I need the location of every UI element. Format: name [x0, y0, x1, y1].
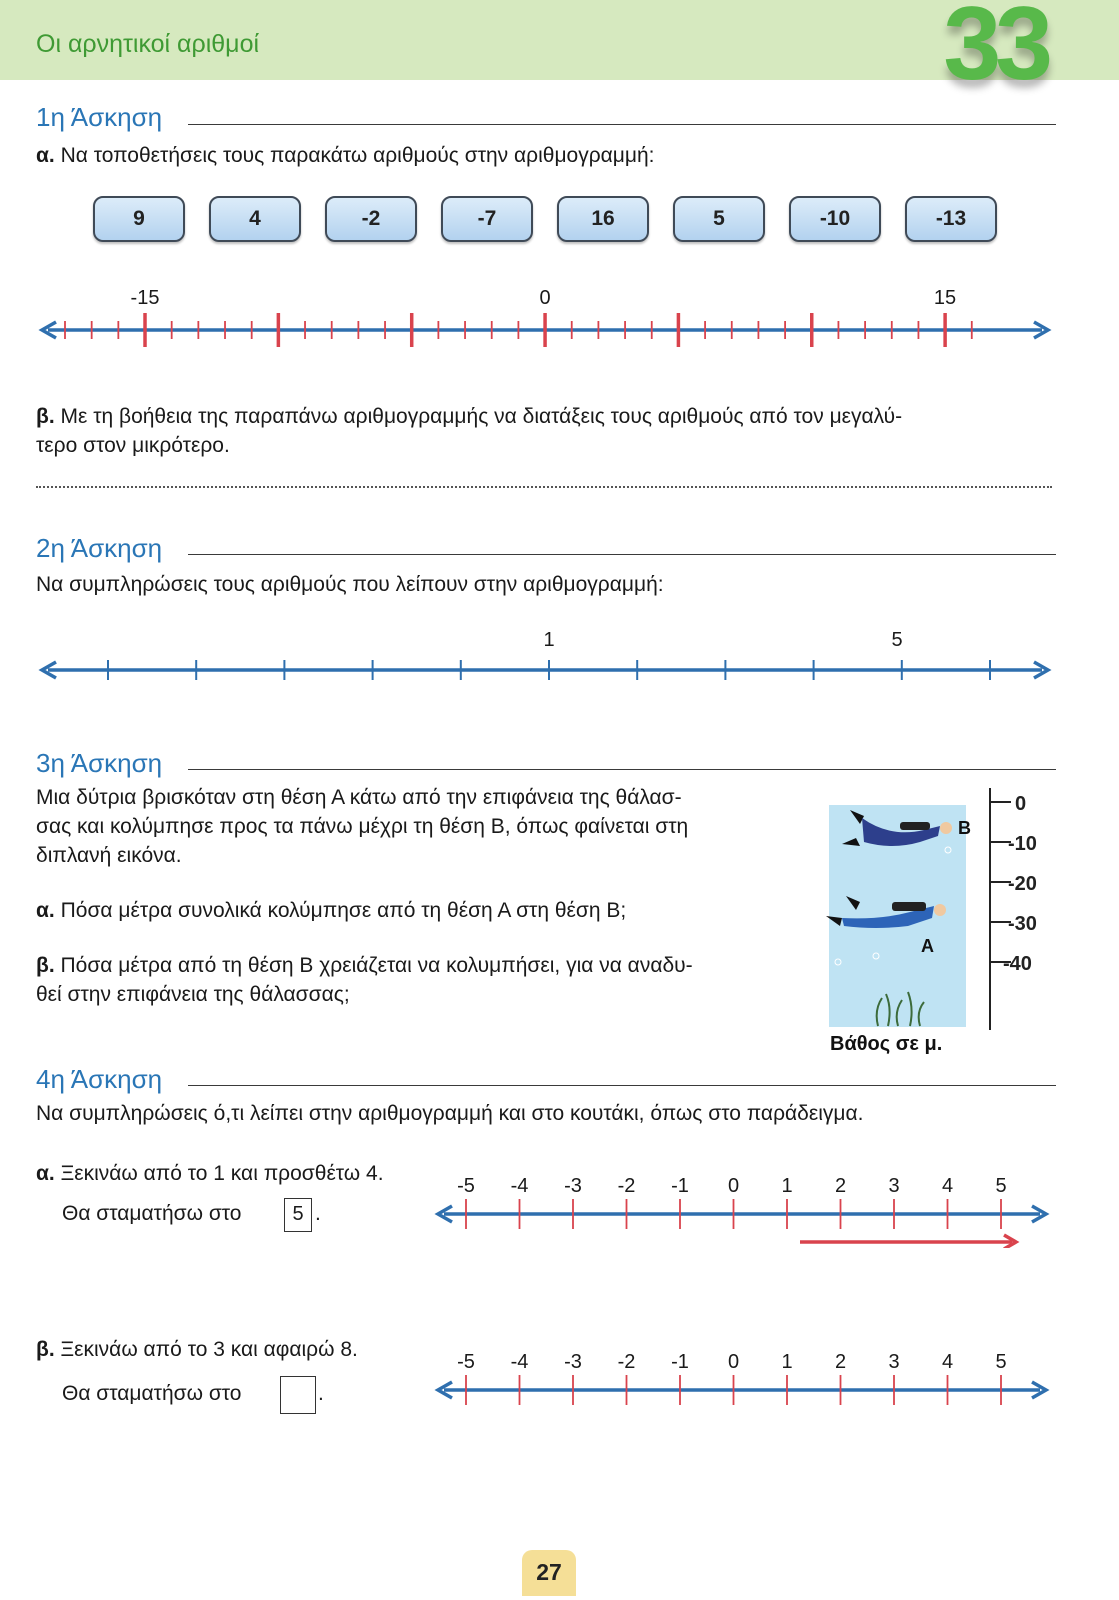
- ex4a-answer-box[interactable]: 5: [284, 1198, 312, 1232]
- depth-caption: Βάθος σε μ.: [830, 1033, 943, 1055]
- tick-label: 3: [888, 1175, 900, 1197]
- tick-label: 1: [781, 1351, 793, 1373]
- ex3-intro-line: σας και κολύμπησε προς τα πάνω μέχρι τη θέση Β, όπως φαίνεται στη: [36, 815, 689, 838]
- ex4a-labels: [457, 1175, 1006, 1197]
- depth-label: -40: [1003, 953, 1032, 975]
- number-card[interactable]: 9: [93, 196, 185, 242]
- ex1-prompt-b-cont: τερο στον μικρότερο.: [36, 434, 230, 457]
- number-card[interactable]: -7: [441, 196, 533, 242]
- tick-label: 5: [995, 1175, 1007, 1197]
- tick-label: 5: [995, 1351, 1007, 1373]
- tick-label: 4: [941, 1175, 954, 1197]
- ex2-heading: 2η Άσκηση: [36, 533, 163, 563]
- point-a-label: A: [921, 936, 934, 956]
- ex4b-labels: [457, 1351, 1006, 1373]
- depth-label: -20: [1008, 873, 1037, 895]
- diver-depth-figure: [820, 780, 1060, 1055]
- tick-label: -5: [457, 1351, 475, 1373]
- ex4b-number-line[interactable]: [430, 1344, 1070, 1414]
- chapter-number: 33: [943, 0, 1047, 102]
- ex3-question-b-cont: θεί στην επιφάνεια της θάλασσας;: [36, 983, 350, 1006]
- number-line-label: -15: [130, 287, 160, 309]
- tick-label: 3: [888, 1351, 900, 1373]
- tick-label: -1: [671, 1351, 689, 1373]
- tick-label: -5: [457, 1175, 475, 1197]
- tick-label: -1: [671, 1175, 689, 1197]
- ex1-prompt-a: α. Να τοποθετήσεις τους παρακάτω αριθμούς στην αριθμογραμμή:: [36, 144, 655, 167]
- tick-label: -3: [564, 1175, 582, 1197]
- ex4a-number-line[interactable]: [430, 1168, 1070, 1248]
- tick-label: -4: [510, 1351, 529, 1373]
- tick-label: 1: [781, 1175, 793, 1197]
- ex3-heading: 3η Άσκηση: [36, 748, 163, 778]
- tick-label: 0: [727, 1175, 740, 1197]
- tick-label: -2: [617, 1351, 636, 1373]
- tick-label: -2: [617, 1175, 636, 1197]
- ex3-question-a: α. Πόσα μέτρα συνολικά κολύμπησε από τη θέση Α στη θέση Β;: [36, 899, 627, 922]
- ex1-heading-rule: [188, 124, 1056, 125]
- number-line-label: 15: [933, 287, 957, 309]
- tick-label: 2: [834, 1175, 847, 1197]
- ex4-heading: 4η Άσκηση: [36, 1064, 163, 1094]
- ex4a-period: .: [315, 1202, 321, 1225]
- ex4b-period: .: [318, 1382, 324, 1405]
- number-line-label: 1: [543, 629, 555, 651]
- tick-label: -4: [510, 1175, 529, 1197]
- depth-label: -10: [1008, 833, 1037, 855]
- depth-label: -30: [1008, 913, 1037, 935]
- ex3-intro-line: Μια δύτρια βρισκόταν στη θέση Α κάτω από την επιφάνεια της θάλασ-: [36, 786, 682, 809]
- tick-label: 0: [727, 1351, 740, 1373]
- tick-label: 2: [834, 1351, 847, 1373]
- ex4-heading-rule: [188, 1085, 1056, 1086]
- point-b-label: B: [958, 818, 971, 838]
- ex2-number-line[interactable]: [0, 622, 1119, 692]
- number-line-label: 0: [539, 287, 551, 309]
- ex2-prompt: Να συμπληρώσεις τους αριθμούς που λείπουν στην αριθμογραμμή:: [36, 573, 664, 596]
- ex3-heading-rule: [188, 769, 1056, 770]
- tick-label: -3: [564, 1351, 582, 1373]
- ex1-number-line[interactable]: [0, 280, 1119, 360]
- ex1-heading: 1η Άσκηση: [36, 102, 163, 132]
- ex4a-stop-text: Θα σταματήσω στο: [62, 1202, 242, 1225]
- ex4b-answer-box[interactable]: [280, 1376, 316, 1414]
- number-card[interactable]: -10: [789, 196, 881, 242]
- number-card[interactable]: 16: [557, 196, 649, 242]
- page-number: 27: [522, 1550, 576, 1596]
- ex4-prompt: Να συμπληρώσεις ό,τι λείπει στην αριθμογραμμή και στο κουτάκι, όπως στο παράδειγμα.: [36, 1102, 864, 1125]
- number-card[interactable]: 4: [209, 196, 301, 242]
- number-line-label: 5: [891, 629, 903, 651]
- ex3-intro-line: διπλανή εικόνα.: [36, 844, 182, 867]
- number-card[interactable]: 5: [673, 196, 765, 242]
- ex1-prompt-b: β. Με τη βοήθεια της παραπάνω αριθμογραμμής να διατάξεις τους αριθμούς από τον μεγαλύ-: [36, 405, 903, 428]
- ex3-question-b: β. Πόσα μέτρα από τη θέση Β χρειάζεται να κολυμπήσει, για να αναδυ-: [36, 954, 693, 977]
- number-card[interactable]: -2: [325, 196, 417, 242]
- ex2-heading-rule: [188, 554, 1056, 555]
- ex4b-stop-text: Θα σταματήσω στο: [62, 1382, 242, 1405]
- tick-label: 4: [941, 1351, 954, 1373]
- depth-label: 0: [1015, 793, 1027, 815]
- page-title: Οι αρνητικοί αριθμοί: [36, 30, 260, 58]
- ex4b-text: β. Ξεκινάω από το 3 και αφαιρώ 8.: [36, 1338, 358, 1361]
- answer-dotted-line[interactable]: [36, 486, 1052, 488]
- number-card[interactable]: -13: [905, 196, 997, 242]
- ex4a-text: α. Ξεκινάω από το 1 και προσθέτω 4.: [36, 1162, 384, 1185]
